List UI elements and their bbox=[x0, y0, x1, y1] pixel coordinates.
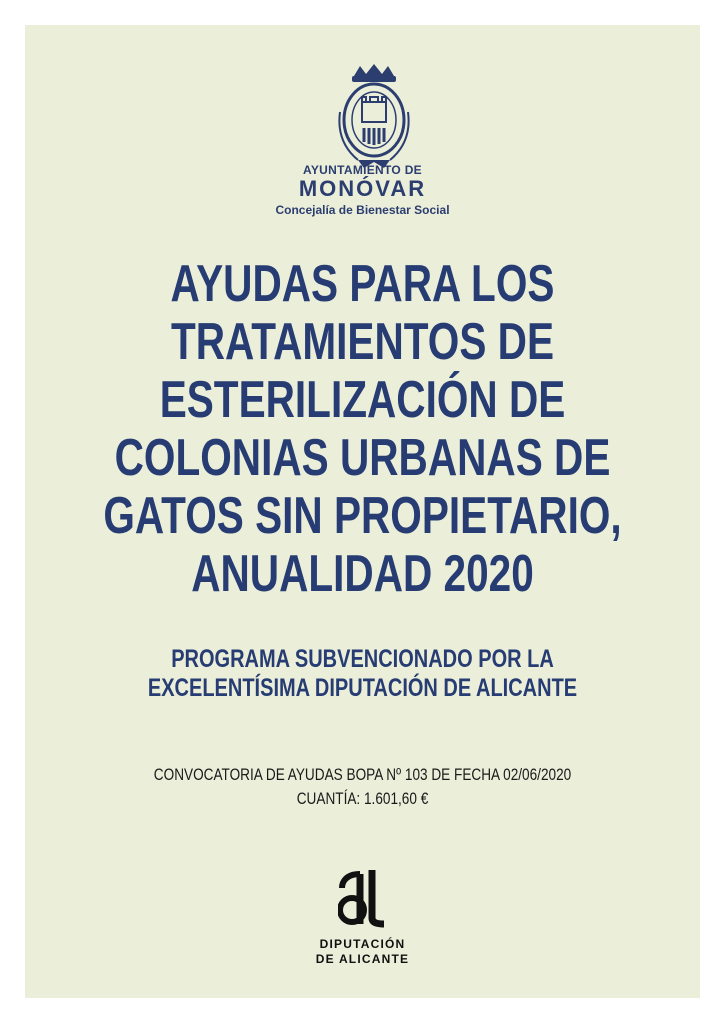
diputacion-wordmark bbox=[25, 937, 700, 967]
subtitle-line-2: EXCELENTÍSIMA DIPUTACIÓN DE ALICANTE bbox=[147, 674, 578, 702]
organization-header bbox=[25, 163, 700, 218]
title-line-4: COLONIAS URBANAS DE bbox=[114, 429, 611, 487]
title-line-2: TRATAMIENTOS DE bbox=[170, 313, 555, 371]
diputacion-alicante-logo-icon bbox=[338, 868, 390, 928]
call-reference: CONVOCATORIA DE AYUDAS BOPA Nº 103 DE FECHA 02/06/2020 bbox=[153, 765, 572, 784]
call-info bbox=[25, 763, 700, 811]
poster bbox=[25, 25, 700, 998]
title-line-6: ANUALIDAD 2020 bbox=[191, 545, 534, 603]
org-line-1: AYUNTAMIENTO DE bbox=[303, 163, 422, 177]
title-line-3: ESTERILIZACIÓN DE bbox=[159, 371, 566, 429]
amount: CUANTÍA: 1.601,60 € bbox=[296, 789, 429, 808]
diputacion-line-2: DE ALICANTE bbox=[315, 952, 410, 966]
subtitle bbox=[25, 645, 700, 703]
main-title bbox=[25, 255, 700, 603]
diputacion-line-1: DIPUTACIÓN bbox=[319, 937, 406, 951]
title-line-1: AYUDAS PARA LOS bbox=[170, 255, 555, 313]
org-name: MONÓVAR bbox=[298, 176, 427, 201]
title-line-5: GATOS SIN PROPIETARIO, bbox=[103, 487, 622, 545]
org-department: Concejalía de Bienestar Social bbox=[275, 203, 450, 217]
subtitle-line-1: PROGRAMA SUBVENCIONADO POR LA bbox=[171, 645, 554, 673]
